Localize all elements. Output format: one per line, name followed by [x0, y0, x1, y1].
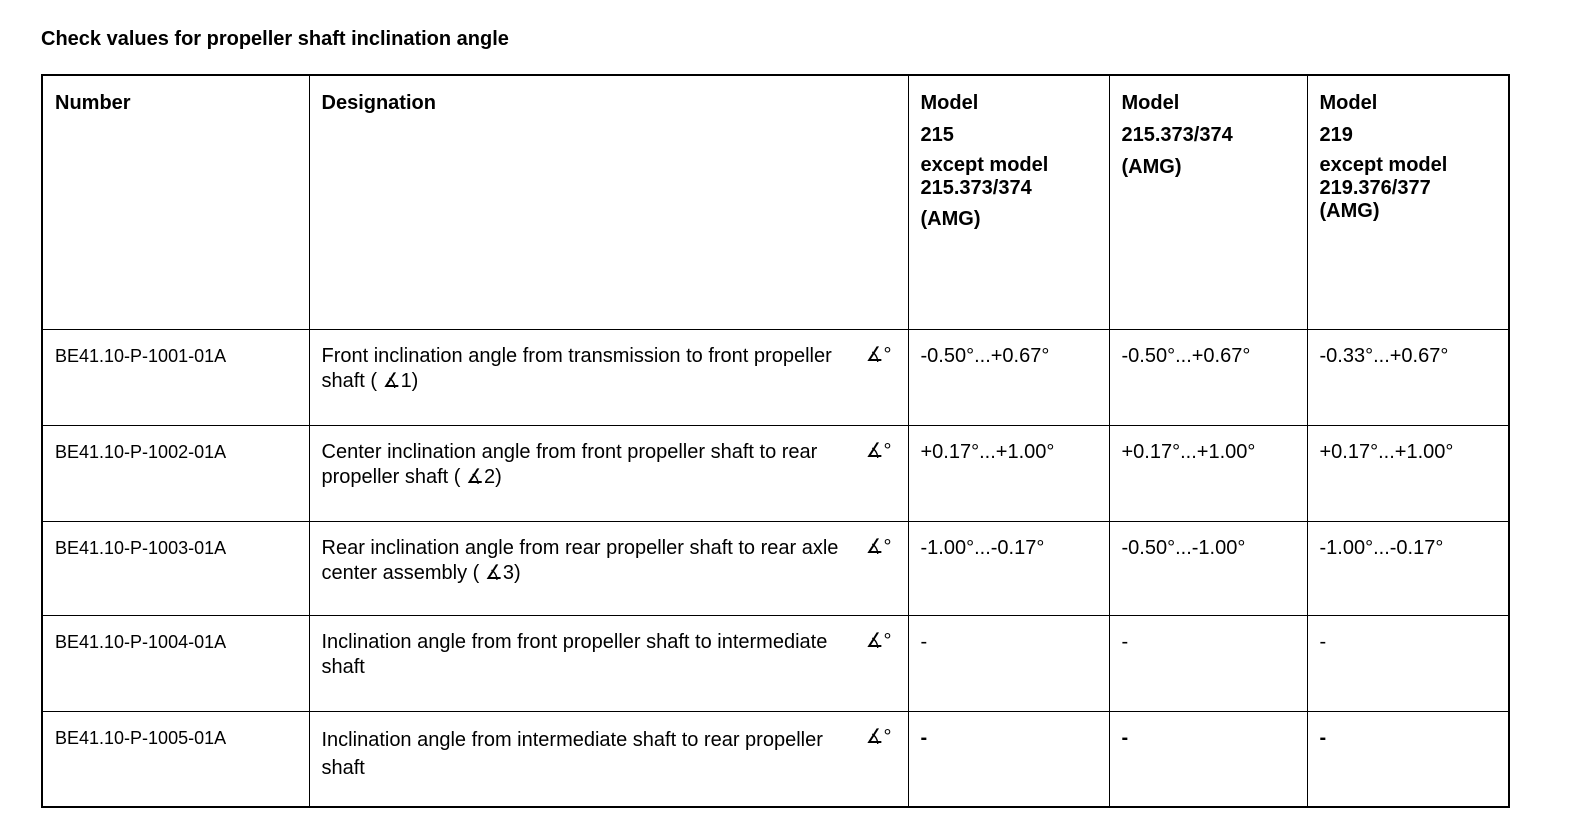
value-model-219: -1.00°...-0.17°: [1307, 521, 1509, 615]
row-designation: [309, 329, 908, 425]
designation-text: Rear inclination angle from rear propeller shaft to rear axle center assembly ( ∡3): [321, 536, 839, 584]
header-model-215: Model 215 except model 215.373/374 (AMG): [908, 75, 1109, 329]
value-model-219: -0.33°...+0.67°: [1307, 329, 1509, 425]
table-row: [42, 615, 1509, 711]
value-model-215-amg: -: [1109, 615, 1307, 711]
angle-icon: ∡°: [865, 535, 892, 558]
row-designation: [309, 615, 908, 711]
row-number: BE41.10-P-1002-01A: [42, 425, 309, 521]
value-model-215: -0.50°...+0.67°: [908, 329, 1109, 425]
designation-text: Inclination angle from front propeller shaft to intermediate shaft: [321, 630, 828, 678]
value-model-215: +0.17°...+1.00°: [908, 425, 1109, 521]
value-model-215-amg: -: [1109, 711, 1307, 807]
value-model-219: -: [1307, 711, 1509, 807]
designation-text: Front inclination angle from transmission to front propeller shaft ( ∡1): [321, 344, 832, 392]
row-number: BE41.10-P-1004-01A: [42, 615, 309, 711]
value-model-215-amg: -0.50°...-1.00°: [1109, 521, 1307, 615]
row-number: BE41.10-P-1005-01A: [42, 711, 309, 807]
value-model-215: -: [908, 615, 1109, 711]
table-row: [42, 711, 1509, 807]
designation-text: Inclination angle from intermediate shaft to rear propeller shaft: [321, 728, 823, 779]
value-model-215: -1.00°...-0.17°: [908, 521, 1109, 615]
angle-icon: ∡°: [865, 439, 892, 462]
header-number: Number: [42, 75, 309, 329]
table-header-row: [42, 75, 1509, 329]
row-designation: [309, 521, 908, 615]
table-row: [42, 425, 1509, 521]
angle-icon: ∡°: [865, 343, 892, 366]
value-model-215: -: [908, 711, 1109, 807]
angle-icon: ∡°: [865, 725, 892, 748]
designation-text: Center inclination angle from front propeller shaft to rear propeller shaft ( ∡2): [321, 440, 818, 488]
angle-icon: ∡°: [865, 629, 892, 652]
table-row: [42, 521, 1509, 615]
table-row: [42, 329, 1509, 425]
row-number: BE41.10-P-1003-01A: [42, 521, 309, 615]
row-designation: [309, 711, 908, 807]
check-values-table: [41, 74, 1510, 808]
value-model-215-amg: +0.17°...+1.00°: [1109, 425, 1307, 521]
header-model-219: Model 219 except model 219.376/377 (AMG): [1307, 75, 1509, 329]
row-designation: [309, 425, 908, 521]
value-model-219: -: [1307, 615, 1509, 711]
value-model-215-amg: -0.50°...+0.67°: [1109, 329, 1307, 425]
value-model-219: +0.17°...+1.00°: [1307, 425, 1509, 521]
page-title: Check values for propeller shaft inclination angle: [41, 28, 509, 50]
row-number: BE41.10-P-1001-01A: [42, 329, 309, 425]
header-designation: Designation: [309, 75, 908, 329]
header-model-215-amg: Model 215.373/374 (AMG): [1109, 75, 1307, 329]
